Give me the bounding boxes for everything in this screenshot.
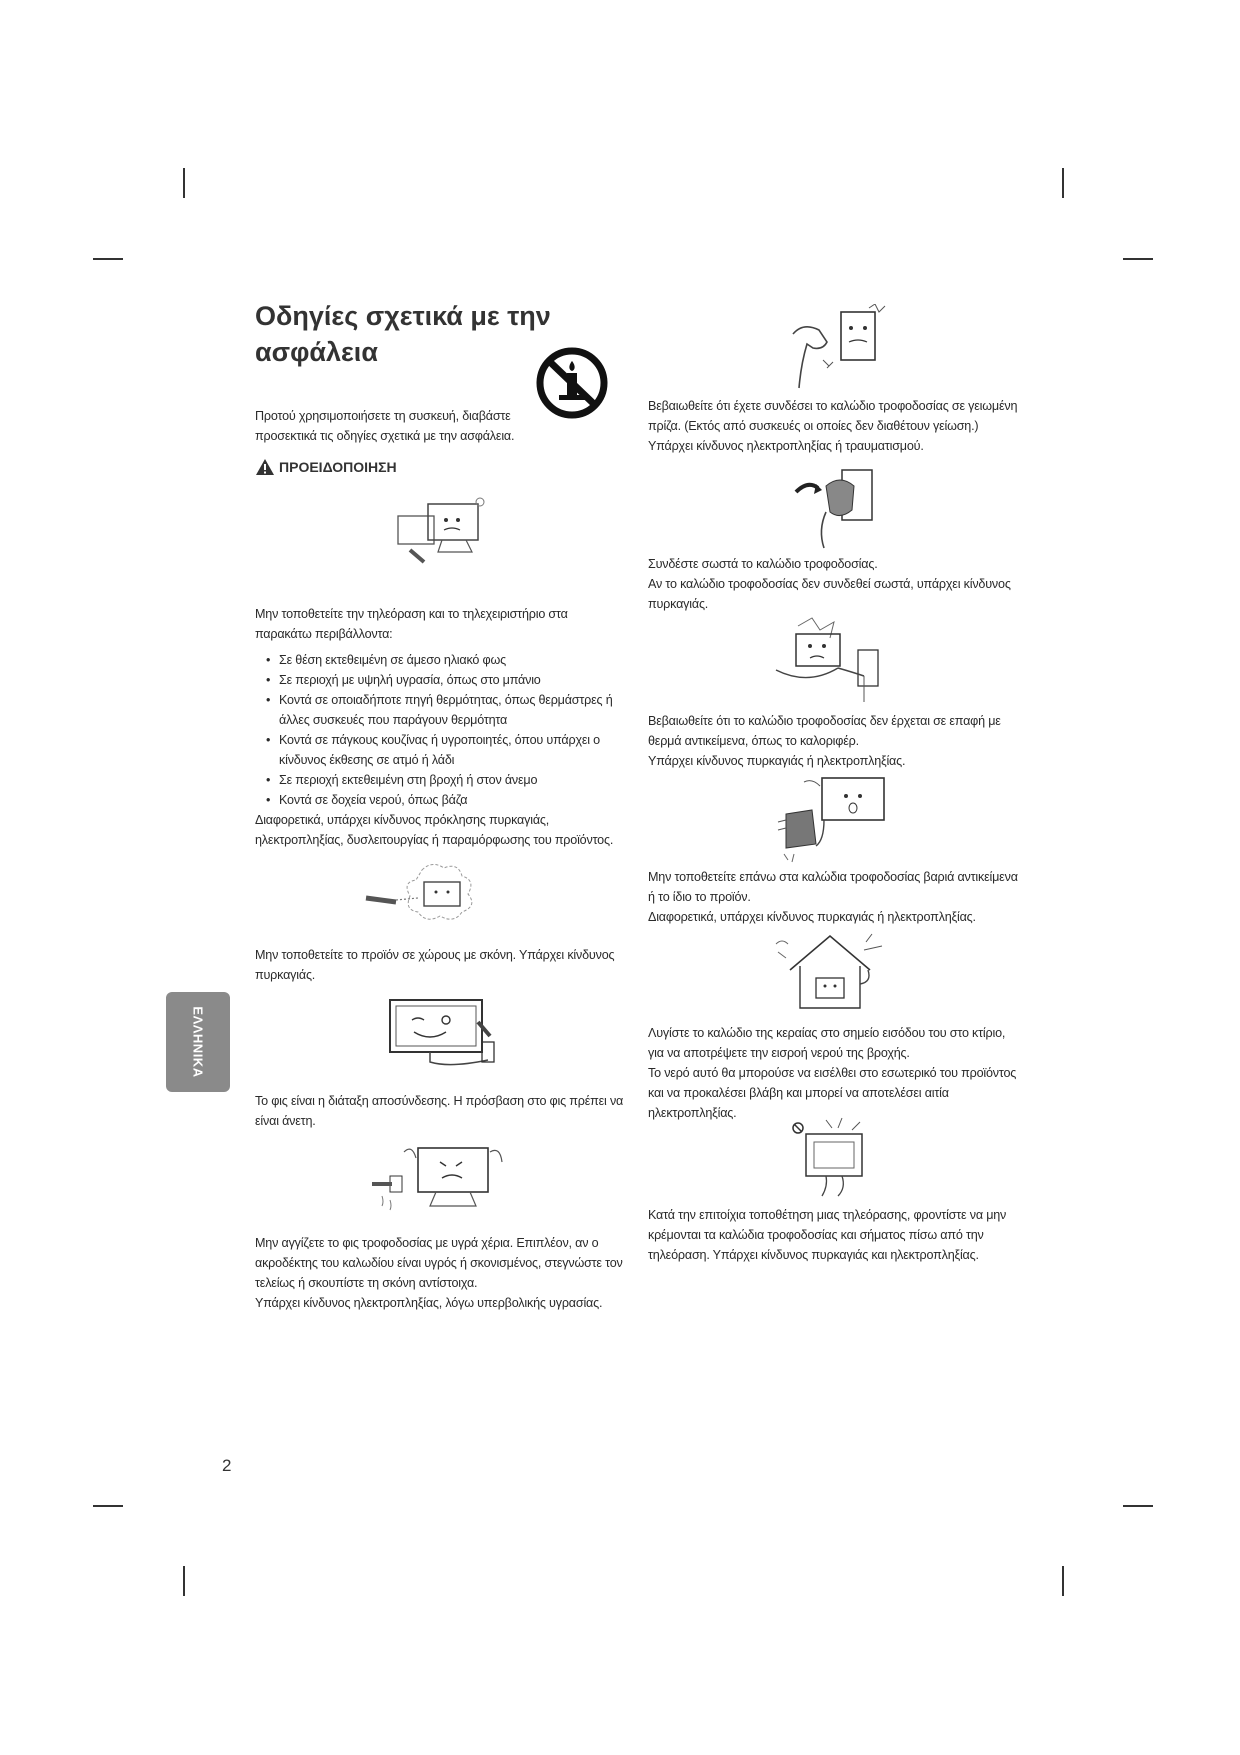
connect-warning: Συνδέστε σωστά το καλώδιο τροφοδοσίας. Αν το καλώδιο τροφοδοσίας δεν συνδεθεί σωστά, υπάρχει κίνδυνος πυρκαγιάς.: [648, 557, 1011, 611]
heavy-warning: Μην τοποθετείτε επάνω στα καλώδια τροφοδοσίας βαριά αντικείμενα ή το ίδιο το προϊόν. Διαφορετικά, υπάρχει κίνδυνος πυρκαγιάς ή ηλεκτροπληξίας.: [648, 870, 1018, 924]
heat-warning: Βεβαιωθείτε ότι το καλώδιο τροφοδοσίας δεν έρχεται σε επαφή με θερμά αντικείμενα, όπως το καλοριφέρ. Υπάρχει κίνδυνος πυρκαγιάς ή ηλεκτροπληξίας.: [648, 714, 1001, 768]
tv-remote-illustration: [390, 494, 490, 572]
wet-hands-warning: Μην αγγίζετε το φις τροφοδοσίας με υγρά χέρια. Επιπλέον, αν ο ακροδέκτης του καλωδίου είναι υγρός ή σκονισμένος, στεγνώστε τον τελείως ή σκουπίστε τη σκόνη αντίστοιχα. Υπάρχει κίνδυνος ηλεκτροπληξίας, λόγω υπερβολικής υγρασίας.: [255, 1236, 623, 1310]
warning-heading: [255, 458, 397, 476]
plug-note: Το φις είναι η διάταξη αποσύνδεσης. Η πρόσβαση στο φις πρέπει να είναι άνετη.: [255, 1094, 624, 1128]
list-item: • Σε περιοχή με υψηλή υγρασία, όπως στο μπάνιο: [255, 670, 625, 690]
placement-section: [255, 604, 625, 850]
grounding-warning: Βεβαιωθείτε ότι έχετε συνδέσει το καλώδιο τροφοδοσίας σε γειωμένη πρίζα. (Εκτός από συσκευές οι οποίες δεν διαθέτουν γείωση.) Υπάρχει κίνδυνος ηλεκτροπληξίας ή τραυματισμού.: [648, 399, 1018, 453]
page-number: 2: [222, 1456, 232, 1475]
crop-mark: [93, 1505, 123, 1507]
crop-mark: [183, 1566, 185, 1596]
list-item: • Κοντά σε οποιαδήποτε πηγή θερμότητας, όπως θερμάστρες ή άλλες συσκευές που παράγουν θερμότητα: [255, 690, 625, 730]
list-item: • Σε περιοχή εκτεθειμένη στη βροχή ή στον άνεμο: [255, 770, 625, 790]
crop-mark: [93, 258, 123, 260]
language-side-tab: [166, 992, 230, 1092]
plug-illustration: [370, 996, 510, 1070]
wet-hands-illustration: [362, 1140, 512, 1220]
crop-mark: [183, 168, 185, 198]
heater-cord-illustration: [768, 616, 892, 704]
dust-illustration: [362, 860, 492, 930]
wall-mount-warning: Κατά την επιτοίχια τοποθέτηση μιας τηλεόρασης, φροντίστε να μην κρέμονται τα καλώδια τροφοδοσίας και σήματος πίσω από την τηλεόραση. Υπάρχει κίνδυνος πυρκαγιάς και ηλεκτροπληξίας.: [648, 1208, 1007, 1262]
dust-warning: Μην τοποθετείτε το προϊόν σε χώρους με σκόνη. Υπάρχει κίνδυνος πυρκαγιάς.: [255, 948, 615, 982]
crop-mark: [1123, 258, 1153, 260]
list-item: • Κοντά σε δοχεία νερού, όπως βάζα: [255, 790, 625, 810]
placement-intro: Μην τοποθετείτε την τηλεόραση και το τηλεχειριστήριο στα παρακάτω περιβάλλοντα:: [255, 607, 568, 641]
placement-outro: Διαφορετικά, υπάρχει κίνδυνος πρόκλησης πυρκαγιάς, ηλεκτροπληξίας, δυσλειτουργίας ή παραμόρφωσης του προϊόντος.: [255, 813, 614, 847]
antenna-warning: Λυγίστε το καλώδιο της κεραίας στο σημείο εισόδου του στο κτίριο, για να αποτρέψετε την εισροή νερού της βροχής. Το νερό αυτό θα μπορούσε να εισέλθει στο εσωτερικό του προϊόντος και να προκαλέσει βλάβη και μπορεί να αποτελέσει αιτία ηλεκτροπληξίας.: [648, 1026, 1017, 1120]
warning-triangle-icon: [255, 458, 275, 476]
connect-cord-illustration: [790, 464, 890, 550]
wall-mount-illustration: [786, 1116, 878, 1198]
placement-list: [255, 650, 625, 810]
no-candle-icon: [533, 347, 611, 424]
crop-mark: [1062, 1566, 1064, 1596]
antenna-house-illustration: [768, 930, 892, 1014]
side-tab-label: ΕΛΛΗΝΙΚΑ: [190, 1006, 206, 1078]
crop-mark: [1123, 1505, 1153, 1507]
crop-mark: [1062, 168, 1064, 198]
warning-label: ΠΡΟΕΙΔΟΠΟΙΗΣΗ: [279, 459, 397, 475]
intro-text: Προτού χρησιμοποιήσετε τη συσκευή, διαβάστε προσεκτικά τις οδηγίες σχετικά με την ασφάλεια.: [255, 409, 515, 443]
heavy-object-illustration: [764, 774, 898, 864]
grounded-socket-illustration: [783, 304, 893, 390]
page-title: Οδηγίες σχετικά με την ασφάλεια: [255, 301, 551, 367]
list-item: • Κοντά σε πάγκους κουζίνας ή υγροποιητές, όπου υπάρχει ο κίνδυνος έκθεσης σε ατμό ή λάδι: [255, 730, 625, 770]
list-item: • Σε θέση εκτεθειμένη σε άμεσο ηλιακό φως: [255, 650, 625, 670]
